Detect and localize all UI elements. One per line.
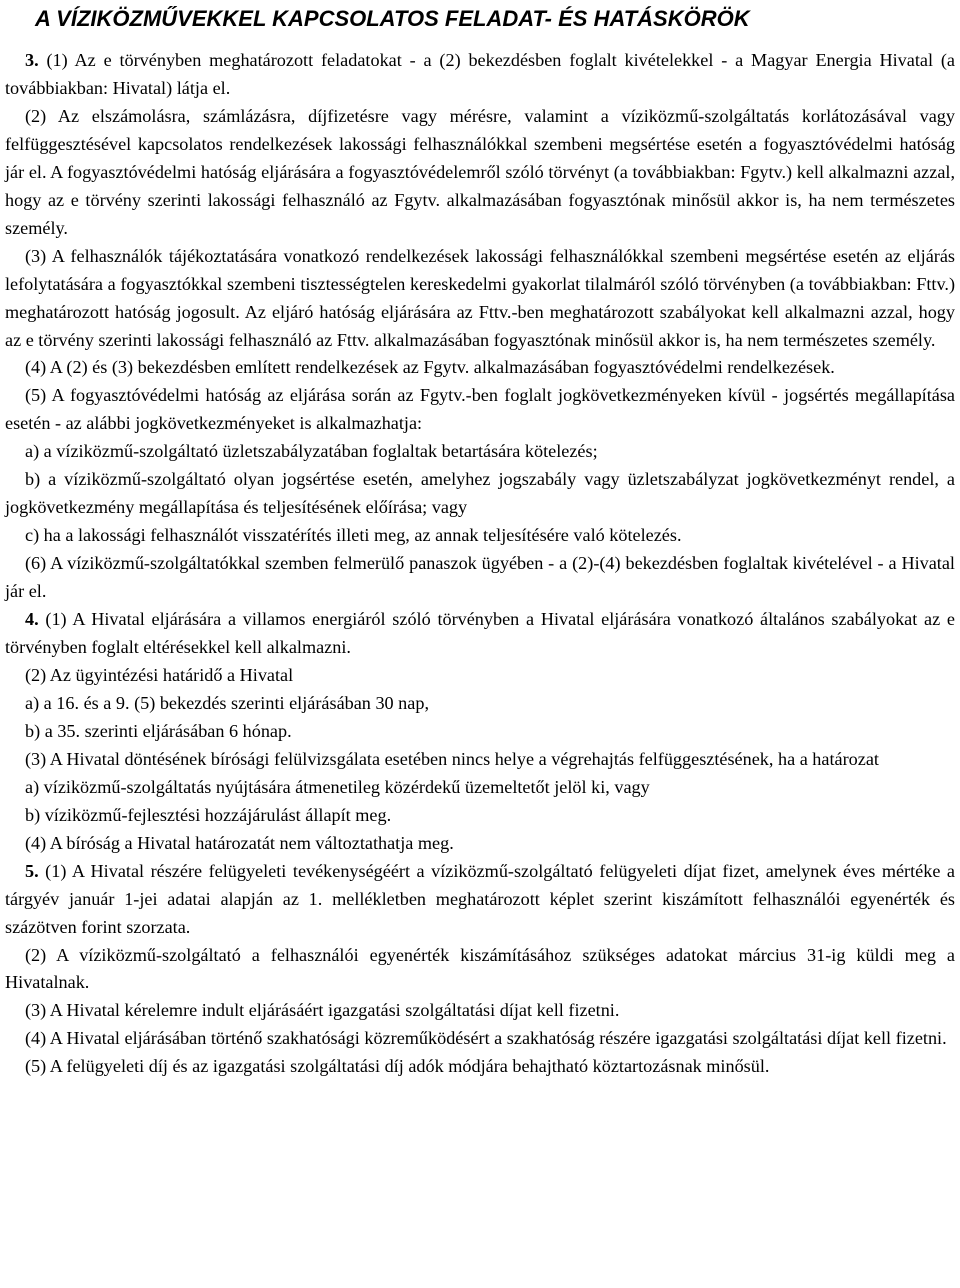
section-5-paragraph-5: (5) A felügyeleti díj és az igazgatási szolgáltatási díj adók módjára behajtható köztartozásnak minősül. <box>25 1056 770 1077</box>
section-3-paragraph-1 <box>5 47 955 103</box>
section-3-paragraph-6: (6) A víziközmű-szolgáltatókkal szemben felmerülő panaszok ügyében - a (2)-(4) bekezdésben foglaltak kivételével - a Hivatal jár el. <box>5 553 955 602</box>
section-3-paragraph-3: (3) A felhasználók tájékoztatására vonatkozó rendelkezések lakossági felhasználókkal szembeni megsértése esetén az eljárás lefolytatására a fogyasztókkal szembeni tisztességtelen kereskedelmi gyakorlat tilalmáról szóló törvényben (a továbbiakban: Fttv.) meghatározott hatóság jogosult. Az eljáró hatóság eljárására az Fttv.-ben meghatározott szabályokat kell alkalmazni azzal, hogy az e törvény szerinti lakossági felhasználó az Fttv. alkalmazásában fogyasztónak minősül akkor is, ha nem természetes személy. <box>5 245 955 350</box>
section-3-paragraph-2: (2) Az elszámolásra, számlázásra, díjfizetésre vagy mérésre, valamint a víziközmű-szolgáltatás korlátozásával vagy felfüggesztésével kapcsolatos rendelkezések lakossági felhasználókkal szembeni megsértése esetén a fogyasztóvédelmi hatóság jár el. A fogyasztóvédelmi hatóság eljárására a fogyasztóvédelemről szóló törvényt (a továbbiakban: Fgytv.) kell alkalmazni azzal, hogy az e törvény szerinti lakossági felhasználó az Fgytv. alkalmazásában fogyasztónak minősül akkor is, ha nem természetes személy. <box>5 105 955 238</box>
section-5-paragraph-2: (2) A víziközmű-szolgáltató a felhasználói egyenérték kiszámításához szükséges adatokat március 31-ig küldi meg a Hivatalnak. <box>5 944 955 993</box>
section-number: 5. <box>25 860 39 881</box>
section-4-paragraph-3-point-b: b) víziközmű-fejlesztési hozzájárulást állapít meg. <box>25 804 392 825</box>
paragraph-text: (1) Az e törvényben meghatározott feladatokat - a (2) bekezdésben foglalt kivételekkel - a Magyar Energia Hivatal (a továbbiakban: Hivatal) látja el. <box>5 50 955 98</box>
paragraph-text: (1) A Hivatal részére felügyeleti tevékenységéért a víziközmű-szolgáltató felügyeleti díjat fizet, amelynek éves mértéke a tárgyév január 1-jei adatai alapján az 1. mellékletben meghatározott képlet szerint kiszámított felhasználói egyenérték és százötven forint szorzata. <box>5 860 956 937</box>
section-number: 3. <box>25 50 39 70</box>
section-4-paragraph-4: (4) A bíróság a Hivatal határozatát nem változtathatja meg. <box>25 832 454 853</box>
section-4-paragraph-2-point-b: b) a 35. szerinti eljárásában 6 hónap. <box>25 720 292 741</box>
section-3-paragraph-4: (4) A (2) és (3) bekezdésben említett rendelkezések az Fgytv. alkalmazásában fogyasztóvédelmi rendelkezések. <box>25 357 835 378</box>
section-5-paragraph-3: (3) A Hivatal kérelemre indult eljárásáért igazgatási szolgáltatási díjat kell fizetni. <box>25 1000 620 1021</box>
section-3-paragraph-5-point-a: a) a víziközmű-szolgáltató üzletszabályzatában foglaltak betartására kötelezés; <box>25 441 598 462</box>
section-4-paragraph-3-point-a: a) víziközmű-szolgáltatás nyújtására átmenetileg közérdekű üzemeltetőt jelöl ki, vagy <box>25 776 650 797</box>
section-4-paragraph-1 <box>5 606 955 662</box>
section-5-paragraph-4: (4) A Hivatal eljárásában történő szakhatósági közreműködésért a szakhatóság részére igazgatási szolgáltatási díjat kell fizetni. <box>25 1028 947 1049</box>
page-title: A VÍZIKÖZMŰVEKKEL KAPCSOLATOS FELADAT- ÉS HATÁSKÖRÖK <box>35 6 750 31</box>
section-5 <box>5 858 955 1082</box>
section-4-paragraph-3: (3) A Hivatal döntésének bírósági felülvizsgálata esetében nincs helye a végrehajtás felfüggesztésének, ha a határozat <box>25 748 879 769</box>
section-4-paragraph-2-point-a: a) a 16. és a 9. (5) bekezdés szerinti eljárásában 30 nap, <box>25 692 429 713</box>
section-3 <box>5 47 955 606</box>
section-3-paragraph-5: (5) A fogyasztóvédelmi hatóság az eljárása során az Fgytv.-ben foglalt jogkövetkezményeken kívül - jogsértés megállapítása esetén - az alábbi jogkövetkezményeket is alkalmazhatja: <box>5 385 955 434</box>
section-3-paragraph-5-point-c: c) ha a lakossági felhasználót visszatérítés illeti meg, az annak teljesítésére való kötelezés. <box>25 525 682 546</box>
section-number: 4. <box>25 609 39 630</box>
section-4-paragraph-2: (2) Az ügyintézési határidő a Hivatal <box>25 664 294 685</box>
section-3-paragraph-5-point-b: b) a víziközmű-szolgáltató olyan jogsértése esetén, amelyhez jogszabály vagy üzletszabályzat jogkövetkezményt rendel, a jogkövetkezmény megállapítása és teljesítésének előírása; vagy <box>5 469 955 518</box>
paragraph-text: (1) A Hivatal eljárására a villamos energiáról szóló törvényben a Hivatal eljárására vonatkozó általános szabályokat az e törvényben foglalt eltérésekkel kell alkalmazni. <box>5 609 956 658</box>
section-5-paragraph-1 <box>5 858 955 942</box>
section-4 <box>5 606 955 858</box>
